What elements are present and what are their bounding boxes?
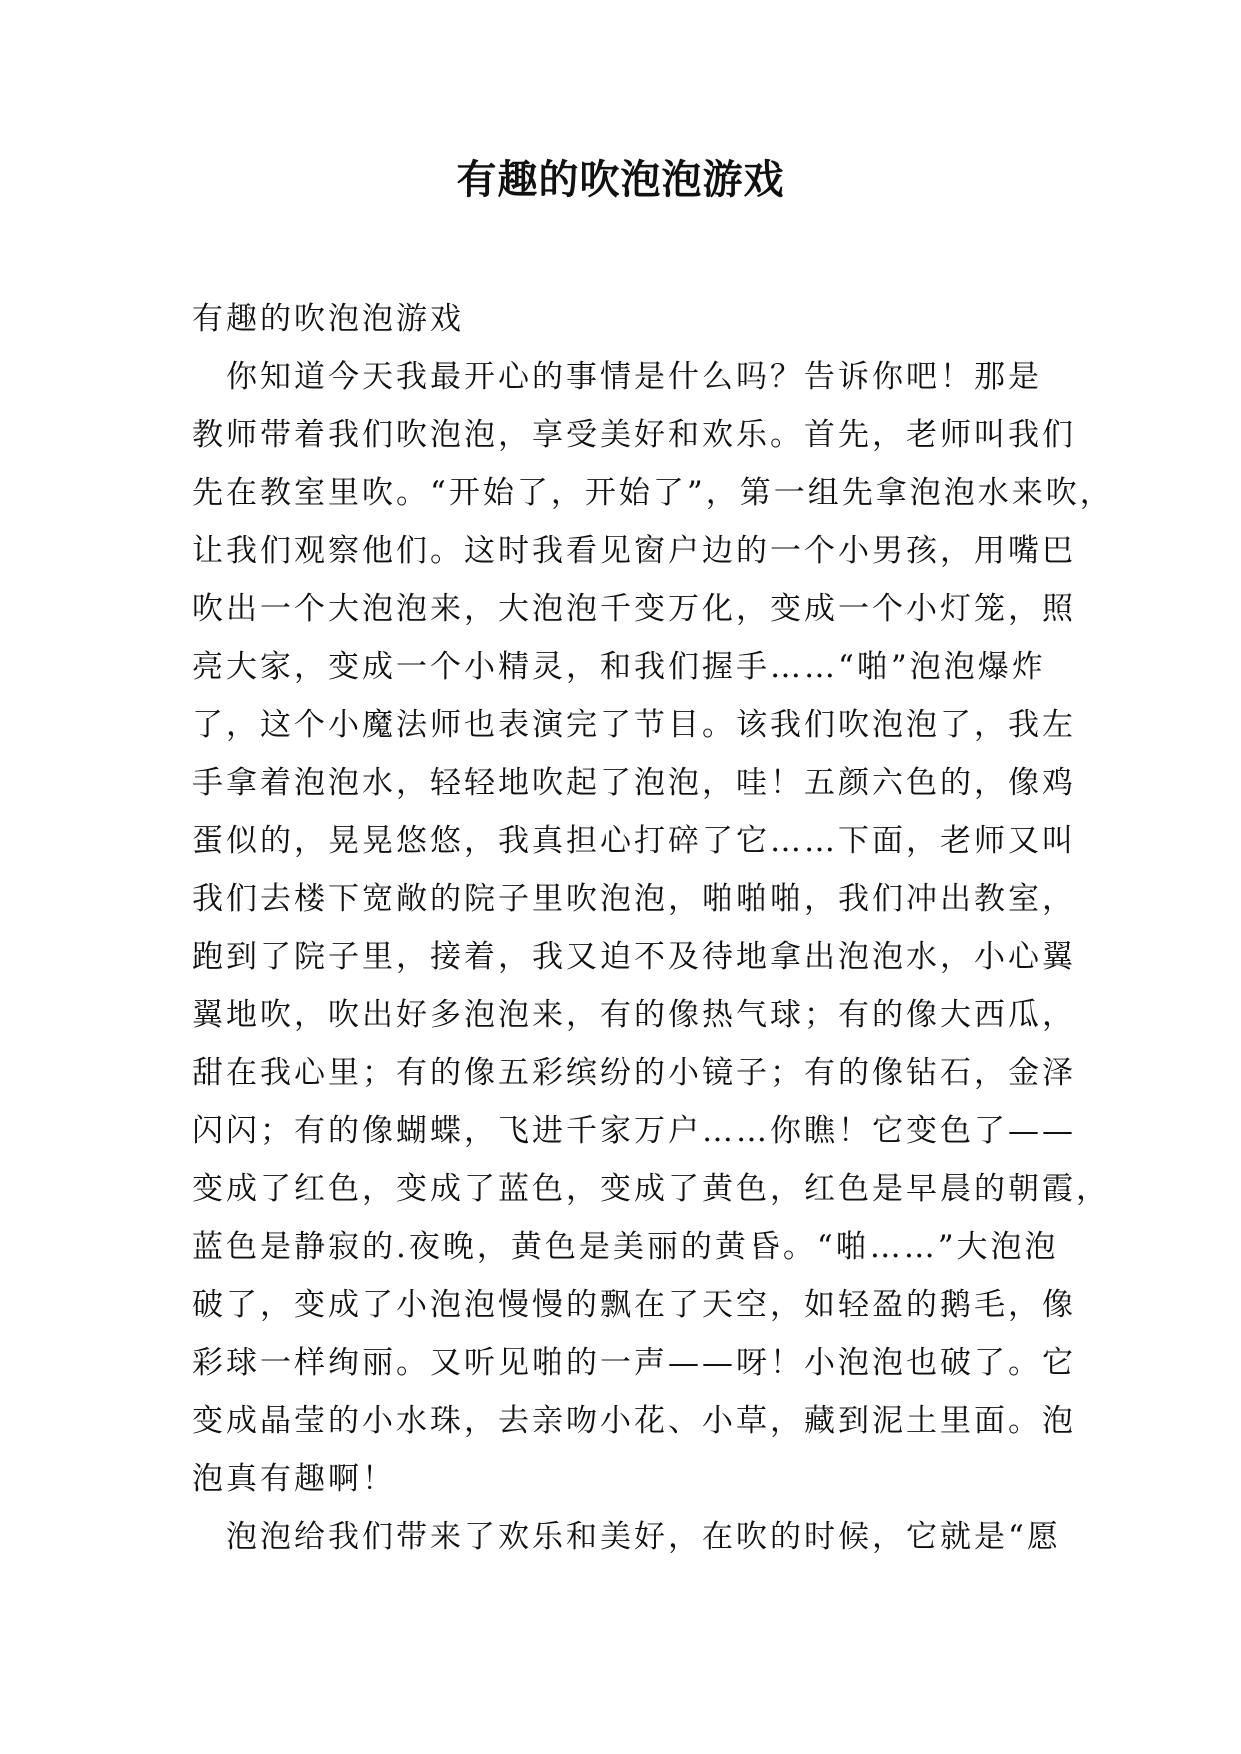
text-line: 让我们观察他们。这时我看见窗户边的一个小男孩，用嘴巴: [192, 533, 1076, 569]
text-line: 蓝色是静寂的.夜晚，黄色是美丽的黄昏。“啪……”大泡泡: [192, 1229, 1059, 1265]
text-line: 有趣的吹泡泡游戏: [192, 301, 464, 337]
text-line: 亮大家，变成一个小精灵，和我们握手……“啪”泡泡爆炸: [192, 649, 1046, 685]
text-line: 了，这个小魔法师也表演完了节目。该我们吹泡泡了，我左: [192, 707, 1076, 743]
text-line: 泡真有趣啊！: [192, 1461, 396, 1497]
text-line: 你知道今天我最开心的事情是什么吗？告诉你吧！那是: [226, 359, 1042, 395]
text-line: 彩球一样绚丽。又听见啪的一声——呀！小泡泡也破了。它: [192, 1345, 1076, 1381]
text-line: 变成了红色，变成了蓝色，变成了黄色，红色是早晨的朝霞，: [192, 1171, 1110, 1207]
text-line: 变成晶莹的小水珠，去亲吻小花、小草，藏到泥土里面。泡: [192, 1403, 1076, 1439]
text-line: 手拿着泡泡水，轻轻地吹起了泡泡，哇！五颜六色的，像鸡: [192, 765, 1076, 801]
text-line: 甜在我心里；有的像五彩缤纷的小镜子；有的像钻石，金泽: [192, 1055, 1076, 1091]
document-title: 有趣的吹泡泡游戏: [456, 156, 785, 203]
text-line: 跑到了院子里，接着，我又迫不及待地拿出泡泡水，小心翼: [192, 939, 1076, 975]
text-line: 我们去楼下宽敞的院子里吹泡泡，啪啪啪，我们冲出教室，: [192, 881, 1076, 917]
text-line: 翼地吹，吹出好多泡泡来，有的像热气球；有的像大西瓜，: [192, 997, 1076, 1033]
text-line: 闪闪；有的像蝴蝶，飞进千家万户……你瞧！它变色了——: [192, 1113, 1076, 1149]
text-line: 泡泡给我们带来了欢乐和美好，在吹的时候，它就是“愿: [226, 1519, 1061, 1555]
text-line: 吹出一个大泡泡来，大泡泡千变万化，变成一个小灯笼，照: [192, 591, 1076, 627]
document-body: [192, 290, 1114, 1566]
text-line: 先在教室里吹。“开始了，开始了”，第一组先拿泡泡水来吹，: [192, 475, 1114, 511]
text-line: 教师带着我们吹泡泡，享受美好和欢乐。首先，老师叫我们: [192, 417, 1076, 453]
text-line: 破了，变成了小泡泡慢慢的飘在了天空，如轻盈的鹅毛，像: [192, 1287, 1076, 1323]
text-line: 蛋似的，晃晃悠悠，我真担心打碎了它……下面，老师又叫: [192, 823, 1076, 859]
